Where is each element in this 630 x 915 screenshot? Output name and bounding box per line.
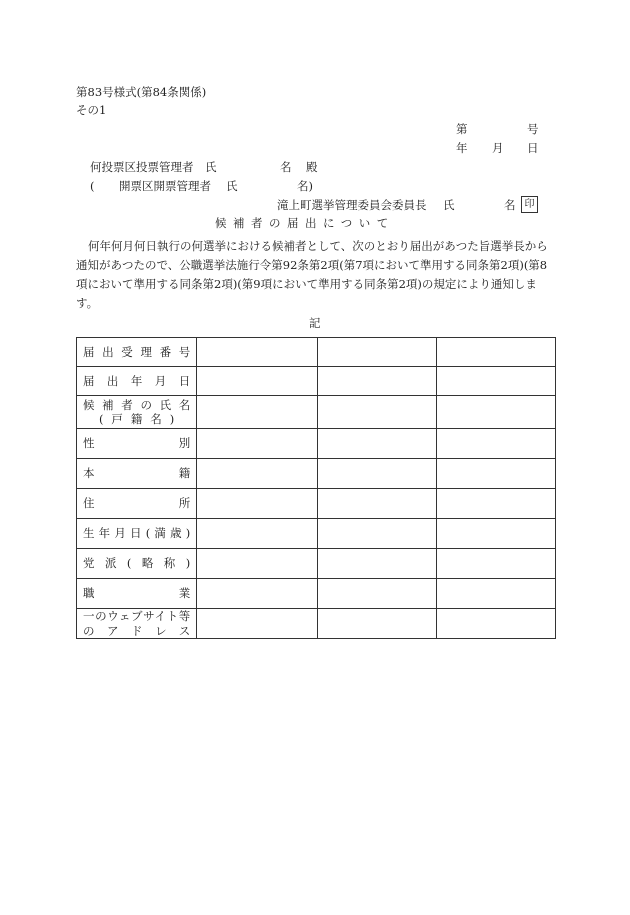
body-paragraph: 何年何月何日執行の何選挙における候補者として、次のとおり届出があつた旨選挙長から通知があつたので、公職選挙法施行令第92条第2項(第7項において準用する同条第2項)(第8項において準用する同条第2項)(第9項において準用する同条第2項)の規定により通知します。 xyxy=(76,239,548,310)
table-cell xyxy=(436,459,555,489)
row-label: 党派(略称) xyxy=(77,549,197,579)
table-cell xyxy=(317,609,436,639)
table-cell xyxy=(317,429,436,459)
table-cell xyxy=(197,459,317,489)
row-label: 届出受理番号 xyxy=(77,338,197,367)
table-row xyxy=(77,549,556,579)
table-row xyxy=(77,338,556,367)
row-label: 職業 xyxy=(77,579,197,609)
table-cell xyxy=(436,519,555,549)
table-row xyxy=(77,579,556,609)
row-label: 生年月日(満歳) xyxy=(77,519,197,549)
row-label: 届出年月日 xyxy=(77,367,197,396)
table-cell xyxy=(436,429,555,459)
table-cell xyxy=(317,579,436,609)
table-cell xyxy=(317,396,436,429)
date-month: 月 xyxy=(492,141,504,155)
table-row xyxy=(77,489,556,519)
table-cell xyxy=(197,489,317,519)
table-cell xyxy=(317,367,436,396)
addressee-alt-open: ( xyxy=(90,179,95,193)
table-cell xyxy=(197,429,317,459)
ki-heading: 記 xyxy=(309,316,321,330)
addressee-alt-mei: 名) xyxy=(297,179,313,193)
form-number: 第83号様式(第84条関係) xyxy=(76,85,207,99)
table-cell xyxy=(436,396,555,429)
table-cell xyxy=(197,338,317,367)
row-label: 一のウェブサイト等 のアドレス xyxy=(77,609,197,639)
document-number-go: 号 xyxy=(527,122,539,136)
table-cell xyxy=(317,338,436,367)
table-row xyxy=(77,609,556,639)
sender-mei: 名 xyxy=(504,198,516,212)
table-cell xyxy=(197,579,317,609)
addressee-alt-title: 開票区開票管理者 xyxy=(119,179,211,193)
sub-number: その1 xyxy=(76,103,107,117)
candidate-table xyxy=(76,337,556,639)
table-cell xyxy=(197,519,317,549)
table-row xyxy=(77,519,556,549)
table-cell xyxy=(436,579,555,609)
table-row xyxy=(77,396,556,429)
addressee-dono: 殿 xyxy=(306,160,318,174)
sender-shi: 氏 xyxy=(443,198,455,212)
document-title: 候補者の届出について xyxy=(215,216,395,230)
table-row xyxy=(77,367,556,396)
addressee-alt-shi: 氏 xyxy=(226,179,238,193)
row-label: 性別 xyxy=(77,429,197,459)
table-cell xyxy=(436,489,555,519)
row-label: 住所 xyxy=(77,489,197,519)
seal-mark: 印 xyxy=(521,196,538,213)
addressee-mei: 名 xyxy=(280,160,292,174)
table-cell xyxy=(436,367,555,396)
row-label: 本籍 xyxy=(77,459,197,489)
table-cell xyxy=(436,549,555,579)
sender-title: 滝上町選挙管理委員会委員長 xyxy=(277,198,427,212)
document-number-dai: 第 xyxy=(456,122,468,136)
table-cell xyxy=(197,549,317,579)
table-cell xyxy=(197,396,317,429)
table-cell xyxy=(317,459,436,489)
table-cell xyxy=(436,609,555,639)
table-cell xyxy=(197,367,317,396)
date-year: 年 xyxy=(456,141,468,155)
table-cell xyxy=(197,609,317,639)
table-cell xyxy=(317,489,436,519)
table-cell xyxy=(436,338,555,367)
date-day: 日 xyxy=(527,141,539,155)
addressee-shi: 氏 xyxy=(205,160,217,174)
table-cell xyxy=(317,519,436,549)
row-label: 候補者の氏名 (戸籍名) xyxy=(77,396,197,429)
addressee-title: 何投票区投票管理者 xyxy=(90,160,194,174)
table-row xyxy=(77,459,556,489)
table-row xyxy=(77,429,556,459)
table-cell xyxy=(317,549,436,579)
